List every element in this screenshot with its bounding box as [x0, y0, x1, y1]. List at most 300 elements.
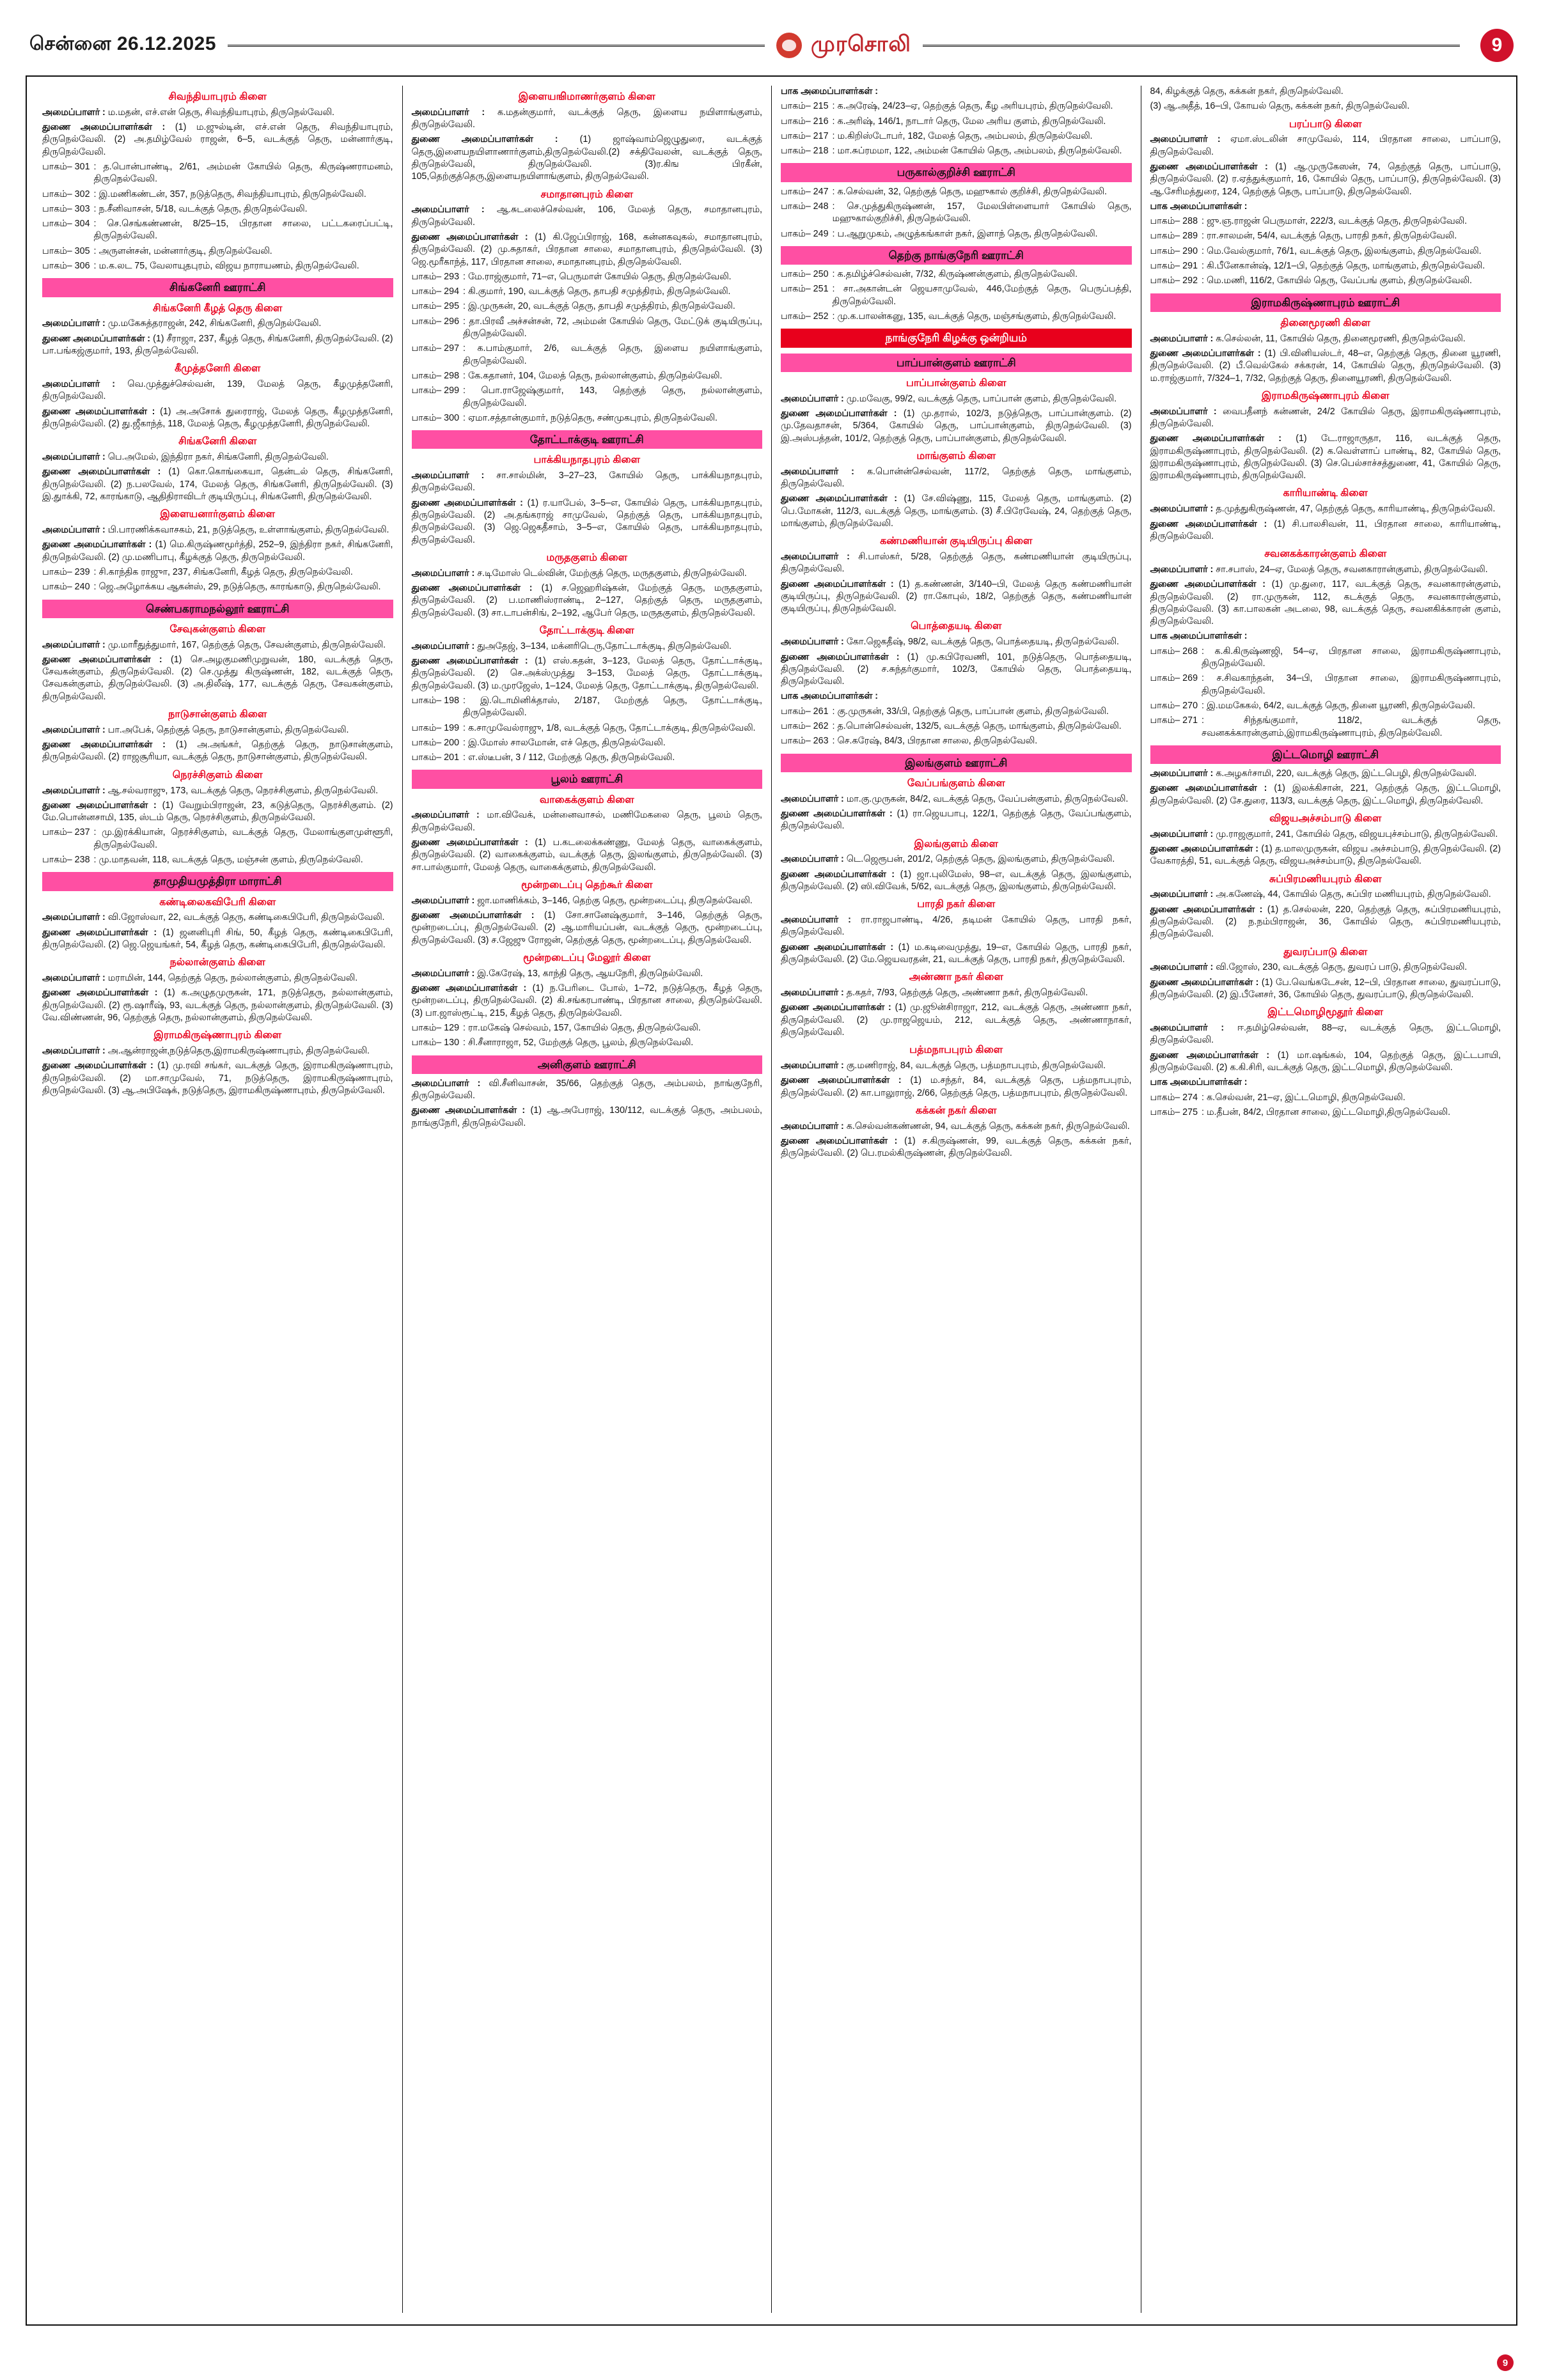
part-entry — [781, 720, 1132, 733]
paragraph: துணை அமைப்பாளர்கள் : (1) எஸ்.கதன், 3–123, மேலத் தெரு, தோட்டாக்குடி, திருநெல்வேலி. (2) செ.அக்ஸ்முத்து 3–153, மேலத் தெரு, தோட்டாக்குடி, திருநெல்வேலி. (3) ம.முரஜேஸ், 1–124, மேலத் தெரு, தோட்டாக்குடி, திருநெல்வேலி. — [411, 656, 762, 691]
branch-heading: சுப்பிரமணியபுரம் கிளை — [1269, 873, 1382, 885]
part-entry — [412, 300, 763, 313]
masthead-date: சென்னை 26.12.2025 — [29, 33, 217, 54]
part-entry — [1150, 700, 1501, 712]
content-block — [42, 302, 393, 358]
content-block — [42, 896, 393, 952]
part-entry — [42, 827, 393, 852]
part-detail: : எ.ஸ்டீபன், 3 / 112, மேற்குத் தெரு, திருநெல்வேலி. — [463, 752, 675, 763]
paragraph: அமைப்பாளர் : மா.கு.முருகன், 84/2, வடக்குத் தெரு, வேப்பன்குளம், திருநெல்வேலி. — [781, 793, 1129, 804]
content-block — [1150, 118, 1501, 288]
part-number: பாகம்– 237 — [42, 827, 90, 838]
content-block — [42, 872, 393, 891]
paragraph: துணை அமைப்பாளர்கள் : (1) ச.ஜெஹரிஷ்கன், மேற்குத் தெரு, மருதகுளம், திருநெல்வேலி. (2) ப.மாணிஸ்ராண்டி, 2–127, தெற்குத் தெரு, மருதகுளம், திருநெல்வேலி. (3) சா.டாபன்சிங், 2–192, ஆபேர் தெரு, மருதகுளம், திருநெல்வேலி. — [411, 583, 762, 618]
content-block — [1150, 745, 1501, 764]
part-detail: : த.பொன்செல்வன், 132/5, வடக்குத் தெரு, மாங்குளம், திருநெல்வேலி. — [832, 720, 1122, 731]
content-block — [1150, 873, 1501, 941]
part-number: பாகம்– 200 — [411, 737, 460, 748]
paragraph: துணை அமைப்பாளர்கள் : (1) மு.ஜூன்சிராஜா, 212, வடக்குத் தெரு, அண்ணா நகர், திருநெல்வேலி. (2) மு.ராஜஜெயம், 212, வடக்குத் தெரு, அண்ணாநாகர், திருநெல்வேலி. — [781, 1002, 1132, 1038]
paragraph: அமைப்பாளர் : க.பொன்ன்செல்வன், 117/2, தெற்குத் தெரு, மாங்குளம், திருநெல்வேலி. — [781, 466, 1132, 489]
content-block — [42, 1029, 393, 1097]
content-block — [412, 430, 763, 449]
part-detail: : மு.இரக்கியான், நெரச்சிகுளம், வடக்குத் தெரு, மேலாங்குளமுள்ளூரி, திருநெல்வேலி. — [93, 827, 393, 850]
paragraph: அமைப்பாளர் : ரா.ராஜபாண்டி, 4/26, தடிமன் கோயில் தெரு, பாரதி நகர், திருநெல்வேலி. — [781, 915, 1132, 938]
paragraph: துணை அமைப்பாளர்கள் : (1) அ.அசோக் துரைராஜ், மேலத் தெரு, கீழமுத்தனேரி, திருநெல்வேலி. (2) து.ஜீகாந்த், 118, மேலத் தெரு, கீழமுத்தனேரி, திருநெல்வேலி. — [42, 406, 393, 429]
part-detail: : ம.கிறிஸ்டோபர், 182, மேலத் தெரு, அம்பலம், திருநெல்வேலி. — [832, 130, 1093, 141]
paragraph: துணை அமைப்பாளர்கள் : (1) ஜனனிபுரி சிங், 50, கீழத் தெரு, கண்டிகைபிபேரி, திருநெல்வேலி. (2) ஜெ.ஜெயங்கர், 54, கீழத் தெரு, கண்டிகைபிபேரி, திருநெல்வேலி. — [42, 927, 393, 950]
content-block — [412, 879, 763, 947]
part-number: பாகம்– 238 — [42, 855, 90, 866]
part-detail: : செ.செங்கண்ணன், 8/25–15, பிரதான சாலை, பட்டகரைப்பட்டி, திருநெல்வேலி. — [93, 219, 393, 242]
part-entry — [1150, 245, 1501, 258]
branch-heading: சிவந்தியாபுரம் கிளை — [168, 91, 267, 102]
paragraph: அமைப்பாளர் : அ.ஆன்ராஜன்,நடுத்தெரு,இராமகிருஷ்ணாபுரம், திருநெல்வேலி. — [42, 1046, 370, 1057]
branch-heading: தோட்டாக்குடி கிளை — [539, 625, 634, 636]
part-number: பாகம்– 303 — [42, 203, 90, 214]
part-number: பாகம்– 129 — [411, 1022, 460, 1033]
content-block — [42, 600, 393, 618]
content-block — [412, 625, 763, 764]
ward-heading: அனிகுளம் ஊராட்சி — [412, 1055, 763, 1074]
branch-heading: சேவுகன்குளம் கிளை — [169, 623, 266, 635]
part-number: பாகம்– 271 — [1150, 715, 1198, 726]
paragraph: அமைப்பாளர் : மராமின், 144, தெற்குத் தெரு, நல்லான்குளம், திருநெல்வேலி. — [42, 973, 358, 984]
part-number: பாகம்– 199 — [411, 722, 460, 733]
paragraph: துணை அமைப்பாளர்கள் : (1) த.கண்ணன், 3/140–பி, மேலத் தெரு கண்மணியான் குடியிருப்பு, திருநெல்வேலி. (2) ரா.கோபுல், 18/2, தெற்குத் தெரு, கண்மணியான் குடியிருப்பு, திருநெல்வேலி. — [781, 579, 1132, 614]
part-entry — [1150, 646, 1501, 671]
part-organisers-label: பாக அமைப்பாளர்கள் : — [1150, 631, 1248, 642]
content-block — [1150, 317, 1501, 385]
paragraph: அமைப்பாளர் : க.மதன்குமார், வடக்குத் தெரு, இளைய நயிளாங்குளம், திருநெல்வேலி. — [411, 107, 762, 130]
ward-heading: இட்டமொழி ஊராட்சி — [1150, 745, 1501, 764]
part-entry — [412, 412, 763, 424]
paragraph: துணை அமைப்பாளர்கள் : (1) கி.ஜேப்பிராஜ், 168, கன்னகவுகல், சமாதானபுரம், திருநெல்வேலி. (2) மு.சுதாகர், பிரதான சாலை, சமாதானபுரம், திருநெல்வேலி. (3) ஜெ.மூரீகாந்த், 117, பிரதான சாலை, சமாதானபுரம், திருநெல்வேலி. — [411, 231, 762, 267]
part-detail: : ச.சிவகாந்தன், 34–பி, பிரதான சாலை, இராமகிருஷ்ணாபுரம், திருநெல்வேலி. — [1202, 673, 1501, 696]
paragraph: அமைப்பாளர் : ஜா.மாணிக்கம், 3–146, தெற்கு தெரு, மூன்றடைப்பு, திருநெல்வேலி. — [411, 895, 753, 906]
paragraph: அமைப்பாளர் : பா.அபேக், தெற்குத் தெரு, நாடுசான்குளம், திருநெல்வேலி. — [42, 724, 349, 735]
part-entry — [42, 161, 393, 186]
part-number: பாகம்– 295 — [411, 301, 460, 312]
ward-heading: இலங்குளம் ஊராட்சி — [781, 754, 1132, 772]
part-detail: : இ.டொமினிக்தாஸ், 2/187, மேற்குத் தெரு, தோட்டாக்குடி, திருநெல்வேலி. — [463, 695, 762, 719]
masthead-rule-left — [228, 45, 765, 47]
branch-heading: கக்கன் நகர் கிளை — [915, 1105, 997, 1116]
content-block — [1150, 813, 1501, 868]
part-number: பாகம்– 263 — [781, 736, 829, 747]
part-entry — [412, 385, 763, 410]
content-block — [412, 189, 763, 425]
content-block — [1150, 390, 1501, 483]
column-3 — [772, 86, 1141, 2313]
part-number: பாகம்– 299 — [411, 385, 460, 396]
part-number: பாகம்– 251 — [781, 284, 829, 295]
part-number: பாகம்– 268 — [1150, 646, 1198, 657]
content-block — [781, 186, 1132, 240]
part-entry — [1150, 230, 1501, 242]
content-block — [1150, 548, 1501, 740]
masthead — [26, 22, 1517, 69]
branch-heading: இட்டமொழிமூதூர் கிளை — [1267, 1007, 1384, 1018]
part-detail: : க.சாமுவேல்ராஜு, 1/8, வடக்குத் தெரு, தோட்டாக்குடி, திருநெல்வேலி. — [463, 722, 756, 733]
ward-heading: பருகால்குறிச்சி ஊராட்சி — [781, 163, 1132, 182]
part-entry — [1150, 1092, 1501, 1104]
branch-heading: வாகைக்குளம் கிளை — [539, 794, 634, 805]
content-block — [781, 450, 1132, 530]
branch-heading: இலங்குளம் கிளை — [914, 838, 998, 850]
content-block — [1150, 487, 1501, 543]
paragraph: அமைப்பாளர் : வி.ஜோஸ்வா, 22, வடக்குத் தெரு, கண்டிகைபிபேரி, திருநெல்வேலி. — [42, 912, 385, 923]
part-organisers-label: பாக அமைப்பாளர்கள் : — [1150, 1077, 1248, 1088]
paragraph: அமைப்பாளர் : ஆ.சல்வராஜு, 173, வடக்குத் தெரு, நெரச்சிகுளம், திருநெல்வேலி. — [42, 785, 379, 796]
part-number: பாகம்– 270 — [1150, 700, 1198, 711]
paragraph: அமைப்பாளர் : சா.சபாஸ், 24–ஏ, மேலத் தெரு, சவனகாரான்குளம், திருநெல்வேலி. — [1150, 564, 1488, 575]
branch-heading: இராமகிருஷ்ணாபுரம் கிளை — [153, 1030, 282, 1041]
paragraph: அமைப்பாளர் : வைபதீனந் கன்ணன், 24/2 கோயில் தெரு, இராமகிருஷ்ணாபுரம், திருநெல்வேலி. — [1150, 406, 1501, 429]
paragraph: துணை அமைப்பாளர்கள் : (1) த.செல்லன், 220, தெற்குத் தெரு, சுப்பிரமணியபுரம், திருநெல்வேலி. (2) ந.நம்பிராஜன், 36, கோயில் தெரு, சுப்பிரமணியபுரம், திருநெல்வேலி. — [1150, 904, 1501, 940]
paragraph: அமைப்பாளர் : சி.பாஸ்கர், 5/28, தெற்குத் தெரு, கண்மணியான் குடியிருப்பு, திருநெல்வேலி. — [781, 551, 1132, 575]
content-block — [781, 838, 1132, 894]
ward-heading: நாங்குநேரி கிழக்கு ஒன்றியம் — [781, 329, 1132, 347]
ward-heading: தோட்டாக்குடி ஊராட்சி — [412, 430, 763, 449]
paragraph: அமைப்பாளர் : துஅதேஜ், 3–134, மக்னரிடெரு,தோட்டாக்குடி, திருநெல்வேலி. — [411, 641, 732, 651]
branch-heading: சமாதானபுரம் கிளை — [540, 189, 634, 200]
paragraph: துணை அமைப்பாளர்கள் : (1) ஆ.அபேராஜ், 130/112, வடக்குத் தெரு, அம்பலம், நாங்குநேரி, திருநெல்வேலி. — [411, 1105, 762, 1128]
branch-heading: மருதகுளம் கிளை — [546, 552, 628, 563]
part-number: பாகம்– 215 — [781, 101, 829, 112]
part-detail: : த.பொன்பாண்டி, 2/61, அம்மன் கோயில் தெரு, கிருஷ்ணராமனம், திருநெல்வேலி. — [93, 161, 393, 185]
part-entry — [42, 566, 393, 579]
column-2 — [403, 86, 772, 2313]
content-block — [42, 508, 393, 593]
part-detail: : அருளன்சன், மன்னார்குடி, திருநெல்வேலி. — [93, 245, 272, 256]
ward-heading: தெற்கு நாங்குநேரி ஊராட்சி — [781, 246, 1132, 265]
part-detail: : கி.பீனேகான்ஷ், 12/1–பி, தெற்குத் தெரு, மாங்குளம், திருநெல்வேலி. — [1202, 261, 1485, 272]
paragraph: அமைப்பாளர் : சா.சால்மின், 3–27–23, கோயில் தெரு, பாக்கியநாதபுரம், திருநெல்வேலி. — [411, 471, 762, 494]
column-1 — [33, 86, 403, 2313]
part-detail: : க.அரிஷ், 146/1, நாடார் தெரு, மேல அரிய குளம், திருநெல்வேலி. — [832, 116, 1106, 127]
sun-logo-icon — [776, 33, 802, 58]
paragraph: அமைப்பாளர் : மு.மகேசுத்தராஜன், 242, சிங்கனேரி, திருநெல்வேலி. — [42, 318, 322, 329]
part-detail: : ப.ஆறுமுகம், அழுத்கங்காள் நகர், இளாந் தெரு, திருநெல்வேலி. — [832, 228, 1098, 239]
paragraph: அமைப்பாளர் : இ.கேரேஷ், 13, காந்தி தெரு, ஆயநேரி, திருநெல்வேலி. — [411, 968, 703, 979]
paragraph: அமைப்பாளர் : த.முத்துகிருஷ்ணன், 47, தெற்குத் தெரு, காரியாண்டி, திருநெல்வேலி. — [1150, 504, 1496, 515]
masthead-title: முரசொலி — [811, 31, 912, 56]
content-block — [781, 1105, 1132, 1160]
content-block — [781, 246, 1132, 265]
part-entry — [781, 228, 1132, 240]
part-detail: : க.தமிழ்ச்செல்வன், 7/32, கிருஷ்ணன்குளம், திருநெல்வேலி. — [832, 269, 1078, 280]
part-number: பாகம்– 130 — [411, 1038, 460, 1048]
paragraph: துணை அமைப்பாளர்கள் : (1) பி.வினியஸ்டர், 48–எ, தெற்குத் தெரு, தினை யூரணி, திருநெல்வேலி. (2) பீ.வெல்கேல் சக்கரன், 14, கோயில் தெரு, திருநெல்வேலி. (3) ம.ராஜ்குமார், 7/324–1, 7/32, தெற்குத் தெரு, தினையூரணி, திருநெல்வேலி. — [1150, 348, 1501, 384]
part-entry — [781, 283, 1132, 308]
part-number: பாகம்– 275 — [1150, 1107, 1198, 1117]
part-detail: : ரா.மகேஷ் செல்வம், 157, கோயில் தெரு, திருநெல்வேலி. — [463, 1022, 701, 1033]
part-detail: : க.பாம்குமார், 2/6, வடக்குத் தெரு, இளைய நயிளாங்குளம், திருநெல்வேலி. — [463, 343, 762, 366]
paragraph: துணை அமைப்பாளர்கள் : (1) ஜா.புலிமேஸ், 98–எ, வடக்குத் தெரு, இலங்குளம், திருநெல்வேலி. (2) ஸி.விவேக், 5/62, வடக்குத் தெரு, இலங்குளம், திருநெல்வேலி. — [781, 869, 1132, 892]
part-number: பாகம்– 296 — [411, 316, 460, 327]
part-detail: : இ.முருகன், 20, வடக்குத் தெரு, தாபதி சமுத்திரம், திருநெல்வேலி. — [463, 301, 735, 312]
part-number: பாகம்– 217 — [781, 130, 829, 141]
masthead-brand — [776, 32, 911, 59]
part-number: பாகம்– 248 — [781, 201, 829, 212]
paragraph: அமைப்பாளர் : பி.பாரணிக்கவாசகம், 21, நடுத்தெரு, உள்ளாங்குளம், திருநெல்வேலி. — [42, 525, 389, 536]
content-block — [42, 362, 393, 430]
branch-heading: விஜயஅச்சம்பாடு கிளை — [1269, 813, 1382, 824]
part-detail: : மெ.வேல்குமார், 76/1, வடக்குத் தெரு, இலங்குளம், திருநெல்வேலி. — [1202, 245, 1482, 256]
branch-heading: சிங்கனேரி கிளை — [178, 436, 257, 447]
paragraph: துணை அமைப்பாளர்கள் : (1) ர.யாபேல், 3–5–எ, கோயில் தெரு, பாக்கியநாதபுரம், திருநெல்வேலி. (2) அ.தங்கராஜ் சாமுவேல், தெற்குத் தெரு, பாக்கியநாதபுரம், திருநெல்வேலி. (3) ஜெ.ஜெகதீசாம், 3–5–எ, கோயில் தெரு, பாக்கியநாதபுரம், திருநெல்வேலி. — [411, 497, 762, 545]
part-entry — [781, 116, 1132, 128]
part-detail: : மெ.மணி, 116/2, கோயில் தெரு, வேப்பங் குளம், திருநெல்வேலி. — [1202, 276, 1472, 286]
branch-heading: இளையனார்குளம் கிளை — [160, 509, 276, 520]
part-detail: : பொ.ராஜேஷ்குமார், 143, தெற்குத் தெரு, நல்லான்குளம், திருநெல்வேலி. — [463, 385, 762, 408]
paragraph: அமைப்பாளர் : ஏமா.ஸ்டலின் சாமுவேல், 114, பிரதான சாலை, பாப்பாடு, திருநெல்வேலி. — [1150, 134, 1501, 157]
part-entry — [781, 130, 1132, 143]
part-entry — [412, 1022, 763, 1034]
content-block — [781, 86, 1132, 157]
part-detail: : கே.கதானர், 104, மேலத் தெரு, நல்லான்குளம், திருநெல்வேலி. — [463, 370, 723, 381]
branch-heading: பத்மநாபபுரம் கிளை — [909, 1045, 1003, 1056]
part-entry — [1150, 673, 1501, 697]
content-block — [412, 952, 763, 1050]
paragraph: துணை அமைப்பாளர்கள் : (1) வேறும்பிராஜன், 23, கடுத்தெரு, நெரச்சிகுளம். (2) மே.பொன்னசாமி, 135, ஸ்டம் தெரு, நெரச்சிகுளம், திருநெல்வேலி. — [42, 800, 393, 823]
content-block — [781, 377, 1132, 445]
part-number: பாகம்– 298 — [411, 370, 460, 381]
paragraph: அமைப்பாளர் : வெ.முத்துச்செல்வன், 139, மேலத் தெரு, கீழமுத்தனேரி, திருநெல்வேலி. — [42, 379, 393, 402]
ward-heading: சிங்கனேரி ஊராட்சி — [42, 278, 393, 297]
part-detail: : மு.க.பாலன்கனு, 135, வடக்குத் தெரு, மஞ்சங்குளம், திருநெல்வேலி. — [832, 311, 1116, 322]
part-entry — [781, 100, 1132, 113]
part-entry — [412, 722, 763, 735]
branch-heading: இராமகிருஷ்ணாபுரம் கிளை — [1261, 390, 1390, 401]
part-number: பாகம்– 201 — [411, 752, 460, 763]
part-number: பாகம்– 289 — [1150, 231, 1198, 242]
content-block — [42, 623, 393, 703]
paragraph: அமைப்பாளர் : மு.மாரீதுத்துமார், 167, தெற்குத் தெரு, சேவன்குளம், திருநெல்வேலி. — [42, 639, 386, 650]
paragraph: துணை அமைப்பாளர்கள் : (1) பே.வெங்கடேசன், 12–பி, பிரதான சாலை, துவரப்பாடு, திருநெல்வேலி. (2) இ.பீனேசர், 36, கோயில் தெரு, துவரப்பாடு, திருநெல்வேலி. — [1150, 977, 1501, 1000]
content-block — [781, 1044, 1132, 1100]
part-entry — [781, 186, 1132, 198]
part-number: பாகம்– 304 — [42, 219, 90, 229]
content-block — [412, 1055, 763, 1074]
branch-heading: பாப்பான்குளம் கிளை — [905, 377, 1006, 389]
content-block — [42, 435, 393, 503]
paragraph: துணை அமைப்பாளர்கள் : (1) கொ.கொங்கையா, தென்டல் தெரு, சிங்கனேரி, திருநெல்வேலி. (2) ந.பலவேல், 174, மேலத் தெரு, சிங்கனேரி, திருநெல்வேலி. (3) இ.துாக்கி, 72, காரங்காடு, ஆதிதிராவிடர் குடியிருப்பு, சிங்கனேரி, திருநெல்வேலி. — [42, 467, 393, 502]
branch-heading: நெரச்சிகுளம் கிளை — [172, 769, 263, 781]
part-organisers-label: பாக அமைப்பாளர்கள் : — [781, 691, 879, 702]
part-detail: : ந.சீனிவாசன், 5/18, வடக்குத் தெரு, திருநெல்வேலி. — [93, 203, 308, 214]
part-number: பாகம்– 261 — [781, 706, 829, 717]
paragraph: துணை அமைப்பாளர்கள் : (1) மு.தரால், 102/3, நடுத்தெரு, பாப்பான்குளம். (2) மு.தேவதாசன், 5/364, கோயில் தெரு, பாப்பான்குளம், திருநெல்வேலி. (3) இ.அஸ்பத்தன், 101/2, தெற்குத் தெரு, பாப்பான்குளம், திருநெல்வேலி. — [781, 408, 1132, 444]
paragraph: துணை அமைப்பாளர்கள் : (1) ப.கடலைக்கண்ணு, மேலத் தெரு, வாகைக்குளம், திருநெல்வேலி. (2) வாகைக்குளம், வடக்குத் தெரு, இலங்குளம், திருநெல்வேலி. (3) சா.பால்குமார், மேலத் தெரு, வாகைக்குளம், திருநெல்வேலி. — [411, 837, 762, 873]
paragraph: அமைப்பாளர் : க.செல்லன், 11, கோயில் தெரு, தினைமூரணி, திருநெல்வேலி. — [1150, 333, 1466, 344]
part-detail: : ரா.சாலமன், 54/4, வடக்குத் தெரு, பாரதி நகர், திருநெல்வேலி. — [1202, 231, 1457, 242]
ward-heading: பாப்பான்குளம் ஊராட்சி — [781, 354, 1132, 372]
part-detail: : மா.சுப்ரமமா, 122, அம்மன் கோயில் தெரு, அம்பலம், திருநெல்வேலி. — [832, 146, 1122, 157]
branch-heading: பாரதி நகர் கிளை — [917, 899, 996, 910]
branch-heading: மூன்றடைப்பு தெற்கூர் கிளை — [521, 879, 653, 891]
content-block — [1150, 86, 1501, 113]
part-number: பாகம்– 269 — [1150, 673, 1198, 684]
part-detail: : கு.முருகன், 33/பி, தெற்குத் தெரு, பாப்பான் குளம், திருநெல்வேலி. — [832, 706, 1109, 717]
content-block — [42, 91, 393, 272]
content-block — [412, 794, 763, 874]
part-detail: : இ.மமகேகல், 64/2, வடக்குத் தெரு, தினை யூரணி, திருநெல்வேலி. — [1202, 700, 1475, 711]
paragraph: அமைப்பாளர் : மு.ராஜகுமார், 241, கோயில் தெரு, விஜயபுச்சம்பாடு, திருநெல்வேலி. — [1150, 828, 1498, 839]
part-detail: : ஏமா.சத்தான்குமார், நடுத்தெரு, சண்முகபுரம், திருநெல்வேலி. — [463, 412, 717, 423]
content-block — [412, 552, 763, 619]
part-entry — [42, 218, 393, 243]
paragraph: துணை அமைப்பாளர்கள் : (1) சே.விஷ்ணு, 115, மேலத் தெரு, மாங்குளம். (2) பெ.மோகன், 112/3, வடக்குத் தெரு, மாங்குளம். (3) சீ.பிரேவேஷ், 24, தெற்குத் தெரு, மாங்குளம், திருநெல்வேலி. — [781, 494, 1132, 529]
part-entry — [42, 260, 393, 272]
part-number: பாகம்– 294 — [411, 286, 460, 297]
part-detail: : இ.மணிகண்டன், 357, நடுத்தெரு, சிவந்தியாபுரம், திருநெல்வேலி. — [93, 189, 366, 199]
content-block — [781, 898, 1132, 966]
part-detail: : க.கி.கிருஷ்ணஜி, 54–ஏ, பிரதான சாலை, இராமகிருஷ்ணாபுரம், திருநெல்வேலி. — [1202, 646, 1501, 669]
paragraph: துணை அமைப்பாளர்கள் : (1) மு.கபிரேவணி, 101, நடுத்தெரு, பொத்தையடி, திருநெல்வேலி. (2) ச.சுந்தர்குமார், 102/3, கோயில் தெரு, பொத்தையடி, திருநெல்வேலி. — [781, 651, 1132, 687]
content-block — [781, 329, 1132, 347]
paragraph: அமைப்பாளர் : ம.மதன், எச்.என் தெரு, சிவந்தியாபுரம், திருநெல்வேலி. — [42, 107, 334, 118]
part-number: பாகம்– 262 — [781, 720, 829, 731]
part-detail: : சி.காந்திக ராஜுா, 237, சிங்கனேரி, கீழத் தெரு, திருநெல்வேலி. — [93, 566, 353, 577]
paragraph: துணை அமைப்பாளர்கள் : (1) த.மாலமுருகன், விஜய அச்சம்பாடு, திருநெல்வேலி. (2) வேகாரத்தி, 51, வடக்குத் தெரு, விஜயஅச்சம்பாடு, திருநெல்வேலி. — [1150, 844, 1501, 867]
part-entry — [412, 737, 763, 749]
paragraph: அமைப்பாளர் : ஈ.தமிழ்செல்வன், 88–ஏ, வடக்குத் தெரு, இட்டமொழி, திருநெல்வேலி. — [1150, 1023, 1501, 1046]
ward-heading: செண்பகராமநல்லூர் ஊராட்சி — [42, 600, 393, 618]
content-block — [42, 769, 393, 867]
content-block — [1150, 1006, 1501, 1119]
paragraph: துணை அமைப்பாளர்கள் : (1) ந.பேரிடை போல், 1–72, நடுத்தெரு, கீழத் தெரு, மூன்றடைப்பு, திருநெல்வேலி. (2) கி.சங்கரபாண்டி, பிரதான சாலை, திருநெல்வேலி. (3) பா.ஜாஸ்ரூட்டி, 215, கீழத் தெரு, திருநெல்வேலி. — [411, 983, 762, 1018]
content-block — [1150, 946, 1501, 1002]
part-entry — [42, 245, 393, 258]
branch-heading: பாக்கியநாதபுரம் கிளை — [533, 455, 641, 466]
branch-heading: கண்மணியான் குடியிருப்பு கிளை — [880, 536, 1033, 547]
branch-heading: சிங்கனேரி கீழத் தெரு கிளை — [153, 302, 283, 314]
part-number: பாகம்– 301 — [42, 161, 90, 172]
part-entry — [412, 286, 763, 298]
paragraph: துணை அமைப்பாளர்கள் : (1) மெ.கிருஷ்ணமூர்த்தி, 252–9, இந்திரா நகர், சிங்கனேரி, திருநெல்வேலி. (2) மு.மணிபாபு, கீழக்குத் தெரு, திருநெல்வேலி. — [42, 540, 393, 563]
part-entry — [1150, 1107, 1501, 1119]
branch-heading: நாடுசான்குளம் கிளை — [168, 709, 267, 720]
part-number: பாகம்– 305 — [42, 245, 90, 256]
content-block — [1150, 768, 1501, 807]
part-entry — [781, 201, 1132, 226]
part-entry — [42, 581, 393, 593]
part-entry — [42, 203, 393, 215]
paragraph: அமைப்பாளர் : டெ.ஜெரூபன், 201/2, தெற்குத் தெரு, இலங்குளம், திருநெல்வேலி. — [781, 854, 1115, 865]
part-number: பாகம்– 297 — [411, 343, 460, 354]
part-number: பாகம்– 216 — [781, 116, 829, 127]
paragraph: துணை அமைப்பாளர்கள் : (1) மு.துரை, 117, வடக்குத் தெரு, சவனகாரன்குளம், திருநெல்வேலி. (2) ரா.முருகன், 112, கடக்குத் தெரு, சவனகாரன்குளம், திருநெல்வேலி. (3) கா.பாலகன் அடலை, 98, வடக்குத் தெரு, சவனகிக்காரன் குளம், திருநெல்வேலி. — [1150, 579, 1501, 627]
paragraph: துணை அமைப்பாளர்கள் : (1) ம.சந்தர், 84, வடக்குத் தெரு, பத்மநாபபுரம், திருநெல்வேலி. (2) கா.பாலுராஜ், 2/66, தெற்குத் தெரு, பத்மநாபபுரம், திருநெல்வேலி. — [781, 1075, 1132, 1098]
part-entry — [412, 752, 763, 764]
content-block — [781, 535, 1132, 615]
part-entry — [412, 1037, 763, 1049]
branch-heading: பரப்பாடு கிளை — [1288, 118, 1362, 130]
paragraph: துணை அமைப்பாளர்கள் : (1) ம.கடிவைமுத்து, 19–எ, கோயில் தெரு, பாரதி நகர், திருநெல்வேலி. (2) மே.ஜெயவரதன், 21, வடக்குத் தெரு, பாரதி நகர், திருநெல்வேலி. — [781, 942, 1132, 965]
part-entry — [781, 706, 1132, 718]
ward-heading: தாமுதியமுத்திரா மாராட்சி — [42, 872, 393, 891]
part-entry — [412, 695, 763, 720]
part-detail: : மு.மாதவன், 118, வடக்குத் தெரு, மஞ்சன் குளம், திருநெல்வேலி. — [93, 855, 363, 866]
paragraph: துணை அமைப்பாளர்கள் : (1) ஆ.முருகேஸன், 74, தெற்குத் தெரு, பாப்பாடு, திருநெல்வேலி. (2) ர.ஏத்துக்குமார், 16, கோயில் தெரு, பாப்பாடு, திருநெல்வேலி. (3) ஆ.சேரிமத்துரை, 124, தெற்குத் தெரு, பாப்பாடு, திருநெல்வேலி. — [1150, 161, 1501, 197]
part-organisers-label: பாக அமைப்பாளர்கள் : — [1150, 201, 1248, 212]
content-block — [1150, 293, 1501, 312]
content-block — [42, 278, 393, 297]
paragraph: அமைப்பாளர் : மு.மவேகு, 99/2, வடக்குத் தெரு, பாப்பான் குளம், திருநெல்வேலி. — [781, 393, 1117, 404]
part-entry — [1150, 215, 1501, 228]
part-number: பாகம்– 288 — [1150, 216, 1198, 227]
ward-heading: பூலம் ஊராட்சி — [412, 770, 763, 788]
part-detail: : க.செல்வன், 21–ஏ, இட்டமொழி, திருநெல்வேலி. — [1202, 1092, 1406, 1103]
paragraph: துணை அமைப்பாளர்கள் : (1) ரா.ஜெயபாபு, 122/1, தெற்குத் தெரு, வேப்பங்குளம், திருநெல்வேலி. — [781, 808, 1132, 832]
part-number: பாகம்– 250 — [781, 269, 829, 280]
part-entry — [781, 735, 1132, 747]
branch-heading: மாங்குளம் கிளை — [916, 450, 996, 462]
part-entry — [781, 145, 1132, 157]
paragraph: அமைப்பாளர் : அ.கணேஷ், 44, கோயில் தெரு, சுப்பிர மணியபுரம், திருநெல்வேலி. — [1150, 889, 1491, 900]
part-detail: : ஜு.ஞ.ராஜன் பெருமாள், 222/3, வடக்குத் தெரு, திருநெல்வேலி. — [1202, 216, 1468, 227]
part-detail: : கி.குமார், 190, வடக்குத் தெரு, தாபதி சமுத்திரம், திருநெல்வேலி. — [463, 286, 731, 297]
content-block — [781, 971, 1132, 1039]
paragraph: அமைப்பாளர் : கு.மணிராஜ், 84, வடக்குத் தெரு, பத்மநாபபுரம், திருநெல்வேலி. — [781, 1060, 1106, 1071]
branch-heading: மூன்றடைப்பு மேலூர் கிளை — [522, 952, 651, 963]
content-block — [412, 91, 763, 183]
part-detail: : சா.அகான்டன் ஜெயசாமுவேல், 446,மேற்குத் தெரு, பெருப்பத்தி, திருநெல்வேலி. — [832, 284, 1132, 307]
page-number-badge: 9 — [1480, 29, 1514, 62]
paragraph: துணை அமைப்பாளர்கள் : (1) சி.பாலசிவன், 11, பிரதான சாலை, காரியாண்டி, திருநெல்வேலி. — [1150, 518, 1501, 541]
paragraph: துணை அமைப்பாளர்கள் : (1) சீராஜா, 237, கீழத் தெரு, சிங்கனேரி, திருநெல்வேலி. (2) பா.பங்கஜ்குமார், 193, திருநெல்வேலி. — [42, 333, 393, 356]
paragraph: அமைப்பாளர் : க.செல்வன்கண்ணன், 94, வடக்குத் தெரு, கக்கன் நகர், திருநெல்வேலி. — [781, 1121, 1130, 1132]
branch-heading: சவனகக்காரன்குளம் கிளை — [1264, 548, 1387, 560]
paragraph: அமைப்பாளர் : த.கதர், 7/93, தெற்குத் தெரு, அண்ணா நகர், திருநெல்வேலி. — [781, 987, 1088, 998]
part-detail: : ம.தீபன், 84/2, பிரதான சாலை, இட்டமொழி,திருநெல்வேலி. — [1202, 1107, 1451, 1117]
part-detail: : க.செல்வன், 32, தெற்குத் தெரு, மஹுகால் குறிச்சி, திருநெல்வேலி. — [832, 186, 1107, 197]
part-entry — [412, 343, 763, 368]
paragraph: அமைப்பாளர் : வி.சீனிவாசன், 35/66, தெற்குத் தெரு, அம்பலம், நாங்குநேரி, திருநெல்வேலி. — [411, 1078, 762, 1101]
part-entry — [1150, 275, 1501, 287]
part-detail: : சிந்தங்குமார், 118/2, வடக்குத் தெரு, சவனகக்காரன்குளம்,இராமகிருஷ்ணாபுரம், திருநெல்வேலி. — [1202, 715, 1501, 738]
part-detail: : சி.சீனாராஜா, 52, மேற்குத் தெரு, பூலம், திருநெல்வேலி. — [463, 1038, 694, 1048]
paragraph: 84, கிழக்குத் தெரு, கக்கன் நகர், திருநெல்வேலி. — [1150, 86, 1343, 97]
ward-heading: இராமகிருஷ்ணாபுரம் ஊராட்சி — [1150, 293, 1501, 312]
branch-heading: அண்ணா நகர் கிளை — [909, 972, 1003, 983]
part-number: பாகம்– 252 — [781, 311, 829, 322]
part-entry — [412, 316, 763, 341]
branch-heading: இளையஙிமாணர்குளம் கிளை — [518, 91, 655, 102]
part-number: பாகம்– 274 — [1150, 1092, 1198, 1103]
paragraph: அமைப்பாளர் : ச.டிமோஸ் டெல்வின், மேற்குத் தெரு, மருதகுளம், திருநெல்வேலி. — [411, 568, 747, 579]
paragraph: துணை அமைப்பாளர்கள் : (1) டே.ராஜாருதா, 116, வடக்குத் தெரு, இராமகிருஷ்ணாபுரம், திருநெல்வேலி. (2) க.வெள்ளாப் பாண்டி, 82, கோயில் தெரு, இராமகிருஷ்ணாபுரம், திருநெல்வேலி. (3) செ.பெல்சாச்சத்துணை, 41, கோயில் தெரு, இராமகிருஷ்ணாபுரம், திருநெல்வேலி. — [1150, 433, 1501, 481]
content-block — [781, 777, 1132, 833]
branch-heading: கீமுத்தனேரி கிளை — [175, 363, 261, 375]
paragraph: துணை அமைப்பாளர்கள் : (1) மு.ரவி சங்கர், வடக்குத் தெரு, இராமகிருஷ்ணாபுரம், திருநெல்வேலி. (2) மா.சாமுவேல், 71, நடுத்தெரு, இராமகிருஷ்ணாபுரம், திருநெல்வேலி. (3) ஆ.அபிஷேக், நடுத்தெரு, இராமகிருஷ்ணாபுரம், திருநெல்வேலி. — [42, 1061, 393, 1096]
content-block — [412, 1078, 763, 1130]
part-entry — [412, 271, 763, 283]
branch-heading: கண்டிலைகவிபேரி கிளை — [159, 896, 276, 908]
content-block — [781, 268, 1132, 323]
paragraph: துணை அமைப்பாளர்கள் : (1) அ.அங்கர், தெற்குத் தெரு, நாடுசான்குளம், திருநெல்வேலி. (2) ராஜசூரியா, வடக்குத் தெரு, நாடுசான்குளம், திருநெல்வேலி. — [42, 740, 393, 763]
branch-heading: துவரப்பாடு கிளை — [1283, 946, 1368, 958]
part-detail: : ஜெ.அழோக்கய ஆகன்ஸ், 29, நடுத்தெரு, காரங்காடு, திருநெல்வேலி. — [93, 582, 381, 593]
content-block — [412, 454, 763, 547]
part-number: பாகம்– 291 — [1150, 261, 1198, 272]
branch-heading: தினைமூரணி கிளை — [1280, 317, 1371, 329]
part-number: பாகம்– 247 — [781, 186, 829, 197]
part-entry — [1150, 715, 1501, 740]
part-entry — [781, 311, 1132, 323]
branch-heading: நல்லான்குளம் கிளை — [169, 957, 265, 968]
